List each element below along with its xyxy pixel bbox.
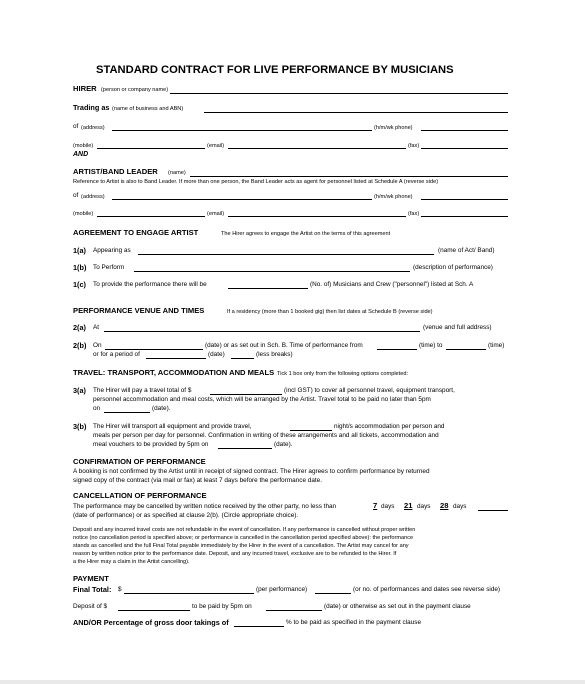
clause-3a-line3: on — [93, 405, 101, 412]
artist-mobile-label: (mobile) — [73, 211, 94, 217]
artist-phone-field[interactable] — [421, 199, 508, 200]
clause-3b-line1: The Hirer will transport all equipment and provide travel, — [93, 423, 252, 430]
hirer-fax-field[interactable] — [421, 148, 508, 149]
hirer-name-field[interactable] — [170, 93, 508, 94]
vouchers-date-field[interactable] — [218, 448, 272, 449]
artist-fax-label: (fax) — [408, 211, 420, 217]
performance-date-field[interactable] — [105, 349, 203, 350]
cancel-28-days[interactable]: 28 — [440, 501, 449, 510]
cancel-21-days[interactable]: 21 — [404, 501, 413, 510]
performance-description-field[interactable] — [134, 271, 410, 272]
cancellation-para-1: Deposit and any incurred travel costs are not refundable in the event of cancellation. If any performance is cancelled without proper written — [73, 527, 416, 533]
artist-phone-label: (h/m/wk phone) — [374, 194, 413, 200]
venue-intro: If a residency (more than 1 booked gig) then list dates at Schedule B (reverse side) — [227, 309, 433, 315]
and-label: AND — [73, 151, 89, 158]
artist-email-label: (email) — [207, 211, 225, 217]
clause-2b-on: On — [93, 342, 102, 349]
final-total-dollar: $ — [118, 586, 122, 593]
hirer-address-field[interactable] — [112, 130, 372, 131]
deposit-date-field[interactable] — [266, 610, 322, 611]
confirmation-heading: CONFIRMATION OF PERFORMANCE — [73, 457, 206, 466]
deposit-label: Deposit of $ — [73, 603, 108, 610]
door-takings-end: % to be paid as specified in the payment clause — [286, 619, 421, 626]
clause-3a-line1: The Hirer will pay a travel total of $ — [93, 387, 192, 394]
page-bottom-edge — [0, 680, 585, 684]
cancellation-line2: (date of performance) or as specified at clause 2(b). (Circle appropriate choice). — [73, 512, 299, 519]
agreement-intro: The Hirer agrees to engage the Artist on the terms of this agreement — [221, 231, 391, 237]
artist-fax-field[interactable] — [421, 216, 508, 217]
venue-address-field[interactable] — [104, 331, 420, 332]
clause-3a-line2: personnel accommodation and meal costs, which will be arranged by the Artist. Travel total to be paid no later than 5pm — [93, 396, 431, 403]
musicians-count-field[interactable] — [228, 288, 308, 289]
deposit-amount-field[interactable] — [118, 610, 190, 611]
clause-2b-time1: (time) to — [419, 342, 443, 349]
nights-field[interactable] — [290, 430, 332, 431]
clause-1c-number: 1(c) — [73, 280, 86, 289]
artist-address-field[interactable] — [112, 199, 372, 200]
clause-3a-line1b: (incl GST) to cover all personnel travel, equipment transport, — [284, 387, 455, 394]
venue-heading: PERFORMANCE VENUE AND TIMES — [73, 306, 205, 315]
artist-hint: (name) — [168, 170, 186, 176]
confirmation-line2: signed copy of the contract (via mail or fax) at least 7 days before the performance date. — [73, 477, 323, 484]
clause-1c-text: To provide the performance there will be — [93, 281, 207, 288]
cancellation-line1: The performance may be cancelled by written notice received by the other party, no less than — [73, 503, 337, 510]
clause-1c-end: (No. of) Musicians and Crew ("personnel") listed at Sch. A — [310, 281, 474, 288]
confirmation-line1: A booking is not confirmed by the Artist until in receipt of signed contract. The Hirer agrees to confirm performance by returned — [73, 468, 430, 475]
cancellation-para-5: a the Hirer may a claim in the Artist cancelling). — [73, 559, 190, 565]
clause-3a-line3b: (date). — [152, 405, 171, 412]
hirer-email-label: (email) — [207, 143, 225, 149]
clause-3b-line2: meals per person per day for personnel. Confirmation in writing of these arrangements and all tickets, accommodation and — [93, 432, 439, 439]
artist-name-field[interactable] — [190, 176, 508, 177]
clause-1a-text: Appearing as — [93, 247, 131, 254]
hirer-mobile-field[interactable] — [97, 148, 205, 149]
act-name-field[interactable] — [138, 254, 434, 255]
final-total-field[interactable] — [124, 593, 254, 594]
hirer-phone-field[interactable] — [421, 130, 508, 131]
hirer-address-label: (address) — [81, 125, 105, 131]
clause-3b-number: 3(b) — [73, 422, 87, 431]
clause-2b-time2: (time) — [488, 342, 505, 349]
performances-count-field[interactable] — [315, 593, 351, 594]
deposit-end: (date) or otherwise as set out in the payment clause — [324, 603, 471, 610]
hirer-fax-label: (fax) — [408, 143, 420, 149]
cancellation-para-4: reason by written notice prior to the performance date. Deposit, and any incurred travel, exclusive are to be refunded to the Hirer. If — [73, 551, 397, 557]
trading-as-label: Trading as — [73, 103, 110, 112]
trading-as-hint: (name of business and ABN) — [112, 106, 184, 112]
clause-2a-number: 2(a) — [73, 323, 86, 332]
deposit-mid: to be paid by 5pm on — [192, 603, 252, 610]
clause-2b-or: or for a period of — [93, 351, 140, 358]
cancel-days-label-1: days — [381, 503, 395, 510]
clause-3b-line3b: (date). — [274, 441, 293, 448]
clause-3b-line1b: night/s accommodation per person and — [334, 423, 445, 430]
hirer-mobile-label: (mobile) — [73, 143, 94, 149]
artist-email-field[interactable] — [228, 216, 406, 217]
travel-payment-date-field[interactable] — [104, 412, 150, 413]
artist-note: Reference to Artist is also to Band Leader. If more than one person, the Band Leader acts as agent for personnel listed at Schedule A (reverse side) — [73, 179, 439, 185]
travel-total-field[interactable] — [210, 394, 282, 395]
clause-1b-text: To Perform — [93, 264, 125, 271]
final-total-label: Final Total: — [73, 585, 112, 594]
cancellation-para-2: notice (no cancellation period is specified above; or performance is cancelled in the cancellation period specified above): the performance — [73, 535, 414, 541]
travel-intro: Tick 1 box only from the following options completed: — [277, 371, 408, 377]
cancel-days-label-3: days — [453, 503, 467, 510]
time-to-field[interactable] — [446, 349, 486, 350]
final-total-mid: (per performance) — [256, 586, 308, 593]
artist-mobile-field[interactable] — [97, 216, 205, 217]
cancel-days-label-2: days — [417, 503, 431, 510]
trading-as-field[interactable] — [204, 112, 508, 113]
time-from-field[interactable] — [377, 349, 417, 350]
artist-of-label: of — [73, 192, 79, 199]
door-takings-label: AND/OR Percentage of gross door takings of — [73, 618, 229, 627]
agreement-heading: AGREEMENT TO ENGAGE ARTIST — [73, 228, 199, 237]
clause-1a-number: 1(a) — [73, 246, 86, 255]
clause-2a-end: (venue and full address) — [423, 324, 492, 331]
breaks-field[interactable] — [231, 358, 254, 359]
clause-3a-number: 3(a) — [73, 386, 86, 395]
clause-2a-text: At — [93, 324, 100, 331]
cancellation-para-3: stands as cancelled and the full Final Total payable immediately by the Hirer in the event of a cancellation. The Artist may cancel for any — [73, 543, 409, 549]
clause-1b-number: 1(b) — [73, 263, 87, 272]
final-total-end: (or no. of performances and dates see reverse side) — [353, 586, 501, 593]
door-percentage-field[interactable] — [234, 626, 284, 627]
hirer-email-field[interactable] — [228, 148, 406, 149]
travel-heading: TRAVEL: TRANSPORT, ACCOMMODATION AND MEALS — [73, 368, 275, 377]
period-length-field[interactable] — [146, 358, 206, 359]
hirer-phone-label: (h/m/wk phone) — [374, 125, 413, 131]
artist-address-label: (address) — [81, 194, 105, 200]
clause-2b-number: 2(b) — [73, 341, 87, 350]
payment-heading: PAYMENT — [73, 574, 109, 583]
clause-1a-end: (name of Act/ Band) — [438, 247, 495, 254]
clause-2b-or-end: (date) — [208, 351, 225, 358]
hirer-hint: (person or company name) — [101, 87, 169, 93]
cancel-7-days[interactable]: 7 — [373, 501, 378, 510]
clause-3b-line3: meal vouchers to be provided by 5pm on — [93, 441, 209, 448]
clause-1b-end: (description of performance) — [413, 264, 493, 271]
hirer-label: HIRER — [73, 84, 97, 93]
clause-2b-mid: (date) or as set out in Sch. B. Time of performance from — [205, 342, 363, 349]
page-title: STANDARD CONTRACT FOR LIVE PERFORMANCE BY MUSICIANS — [96, 64, 454, 76]
cancellation-before-field[interactable] — [478, 510, 508, 511]
hirer-of-label: of — [73, 123, 79, 130]
artist-label: ARTIST/BAND LEADER — [73, 167, 158, 176]
clause-2b-breaks: (less breaks) — [256, 351, 293, 358]
cancellation-heading: CANCELLATION OF PERFORMANCE — [73, 491, 207, 500]
